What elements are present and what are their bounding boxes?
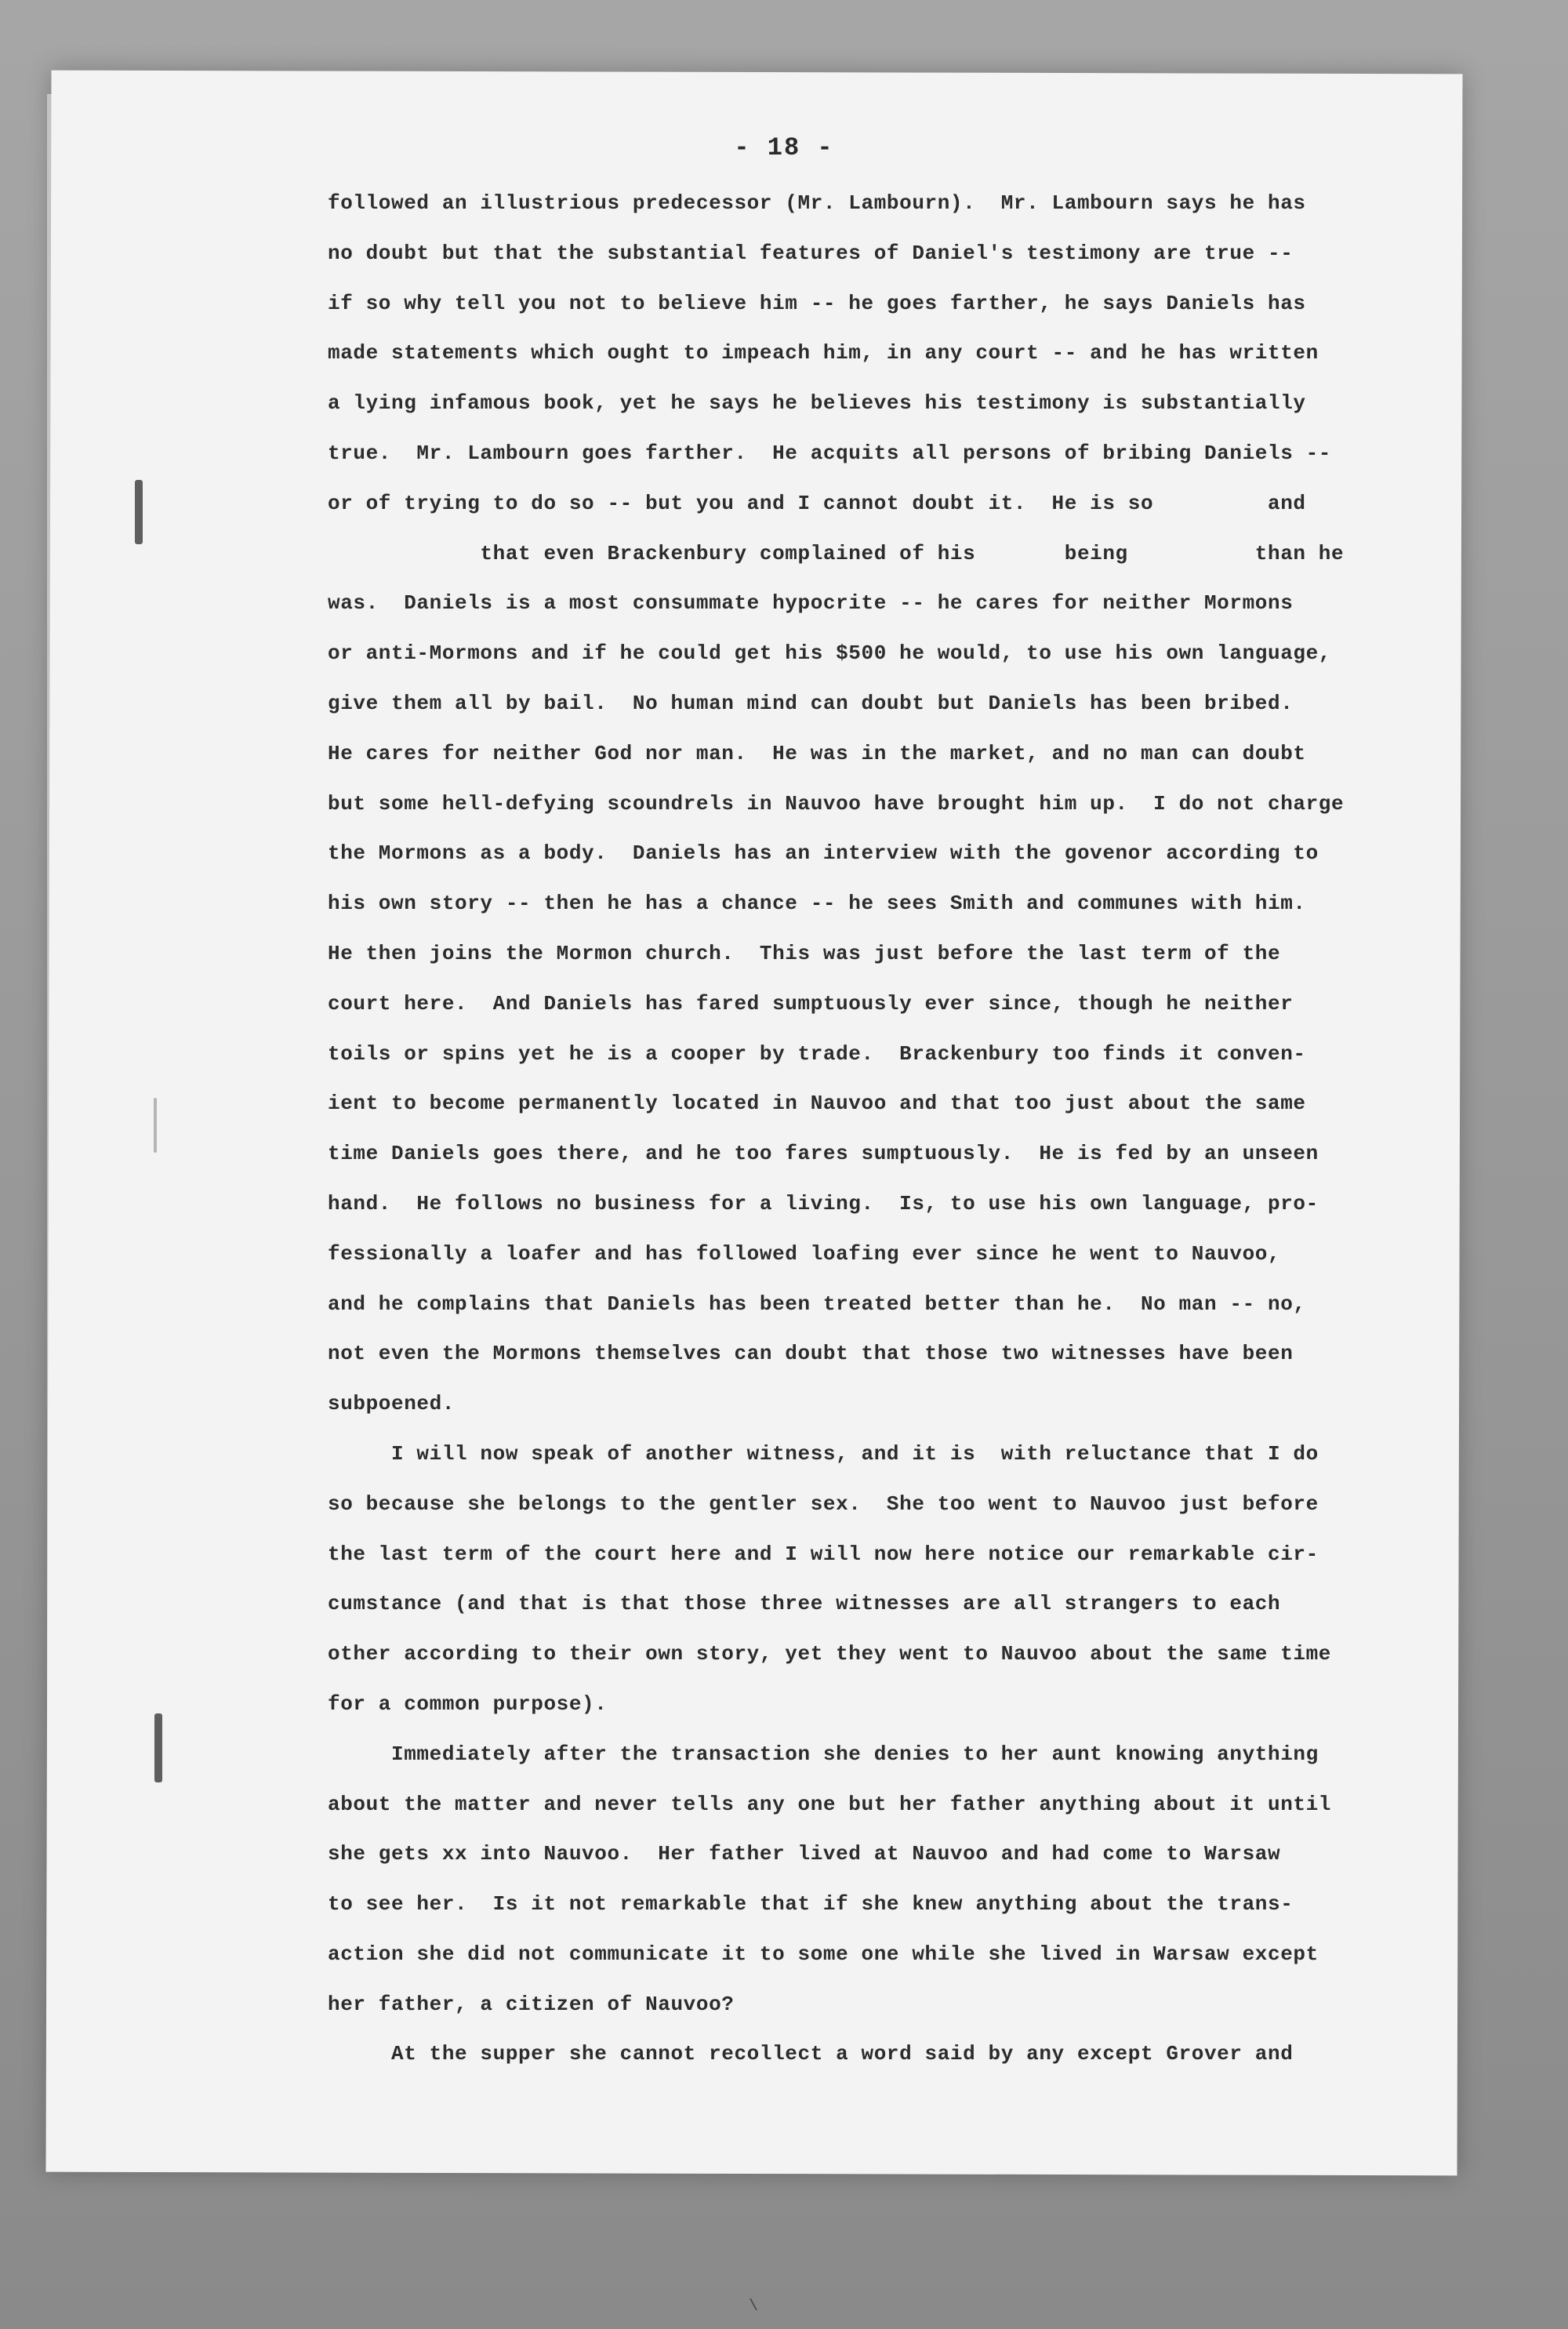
document-body (328, 179, 1425, 2080)
text-line: so because she belongs to the gentler sex. She too went to Nauvoo just before (328, 1492, 1319, 1516)
binder-mark-faint (154, 1098, 157, 1153)
text-line: court here. And Daniels has fared sumptuously ever since, though he neither (328, 991, 1294, 1016)
text-line: I will now speak of another witness, and it is with reluctance that I do (328, 1441, 1319, 1466)
text-line: cumstance (and that is that those three witnesses are all strangers to each (328, 1592, 1281, 1616)
text-line: she gets xx into Nauvoo. Her father lived at Nauvoo and had come to Warsaw (328, 1842, 1281, 1866)
page-number: - 18 - (734, 133, 834, 162)
text-line: a lying infamous book, yet he says he believes his testimony is substantially (328, 391, 1306, 416)
text-line: followed an illustrious predecessor (Mr. Lambourn). Mr. Lambourn says he has (328, 191, 1306, 215)
text-line: ient to become permanently located in Nauvoo and that too just about the same (328, 1092, 1306, 1116)
text-line: Immediately after the transaction she denies to her aunt knowing anything (328, 1742, 1319, 1766)
text-line: his own story -- then he has a chance -- he sees Smith and communes with him. (328, 892, 1306, 916)
footer-mark: \ (749, 2298, 759, 2316)
text-line: her father, a citizen of Nauvoo? (328, 1992, 735, 2016)
text-line: for a common purpose). (328, 1691, 608, 1716)
text-line: At the supper she cannot recollect a word said by any except Grover and (328, 2042, 1294, 2066)
text-line: to see her. Is it not remarkable that if she knew anything about the trans- (328, 1892, 1294, 1917)
text-line: not even the Mormons themselves can doubt that those two witnesses have been (328, 1342, 1294, 1366)
text-line: was. Daniels is a most consummate hypocrite -- he cares for neither Mormons (328, 591, 1294, 616)
text-line: give them all by bail. No human mind can doubt but Daniels has been bribed. (328, 691, 1294, 715)
text-line: about the matter and never tells any one but her father anything about it until (328, 1792, 1331, 1816)
text-line: the Mormons as a body. Daniels has an interview with the govenor according to (328, 841, 1319, 866)
text-line: He then joins the Mormon church. This was just before the last term of the (328, 941, 1281, 965)
text-line: He cares for neither God nor man. He was in the market, and no man can doubt (328, 741, 1306, 765)
text-line: other according to their own story, yet they went to Nauvoo about the same time (328, 1642, 1331, 1666)
text-line: but some hell-defying scoundrels in Nauvoo have brought him up. I do not charge (328, 791, 1345, 816)
binder-mark-bottom (154, 1713, 162, 1782)
text-line: if so why tell you not to believe him -- he goes farther, he says Daniels has (328, 291, 1306, 315)
text-line: no doubt but that the substantial features of Daniel's testimony are true -- (328, 241, 1294, 265)
text-line: toils or spins yet he is a cooper by trade. Brackenbury too finds it conven- (328, 1041, 1306, 1066)
text-line: made statements which ought to impeach him, in any court -- and he has written (328, 341, 1319, 365)
text-line: and he complains that Daniels has been treated better than he. No man -- no, (328, 1292, 1306, 1316)
text-line: hand. He follows no business for a living. Is, to use his own language, pro- (328, 1191, 1319, 1215)
text-line: or of trying to do so -- but you and I cannot doubt it. He is so and (328, 491, 1306, 515)
text-line: that even Brackenbury complained of his being than he (328, 541, 1345, 565)
text-line: the last term of the court here and I will now here notice our remarkable cir- (328, 1542, 1319, 1566)
text-line: fessionally a loafer and has followed loafing ever since he went to Nauvoo, (328, 1241, 1281, 1266)
text-line: subpoened. (328, 1392, 456, 1416)
binder-mark-top (135, 480, 143, 544)
text-line: action she did not communicate it to some one while she lived in Warsaw except (328, 1942, 1319, 1966)
text-line: true. Mr. Lambourn goes farther. He acquits all persons of bribing Daniels -- (328, 441, 1331, 465)
text-line: time Daniels goes there, and he too fares sumptuously. He is fed by an unseen (328, 1142, 1319, 1166)
text-line: or anti-Mormons and if he could get his $500 he would, to use his own language, (328, 641, 1331, 666)
